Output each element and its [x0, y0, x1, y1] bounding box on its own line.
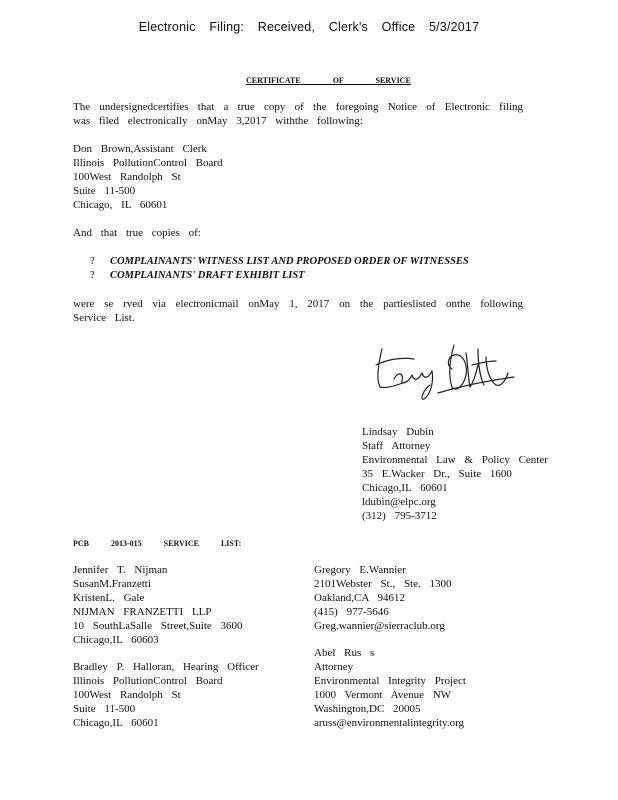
service-line: Bradley P. Halloran, Hearing Officer: [73, 661, 259, 673]
service-line: Abel Rus s: [314, 647, 375, 659]
service-line: Oakland,CA 94612: [314, 592, 405, 604]
service-line: Chicago,IL 60603: [73, 634, 159, 646]
service-entry: [314, 563, 452, 633]
service-entry: [314, 646, 466, 730]
signer-line: Environmental Law & Policy Center: [362, 454, 548, 466]
service-line: 10 SouthLaSalle Street,Suite 3600: [73, 620, 243, 632]
filing-header: Electronic Filing: Received, Clerk's Office 5/3/2017: [138, 20, 480, 34]
service-line: Gregory E.Wannier: [314, 564, 406, 576]
copies-intro: And that true copies of:: [73, 227, 201, 239]
signer-line: 35 E.Wacker Dr., Suite 1600: [362, 468, 512, 480]
recipient-line: Chicago, IL 60601: [73, 199, 168, 211]
service-line: 2101Webster St., Ste. 1300: [314, 578, 452, 590]
served-paragraph: were se rved via electronicmail onMay 1, 2017 on the partieslisted onthe following Service List.: [73, 298, 523, 324]
service-line: Jennifer T. Nijman: [73, 564, 168, 576]
service-line: Environmental Integrity Project: [314, 675, 466, 687]
service-line: 1000 Vermont Avenue NW: [314, 689, 452, 701]
document-item: [90, 255, 469, 269]
recipient-line: Suite 11-500: [73, 185, 136, 197]
service-email: aruss@environmentalintegrity.org: [314, 717, 465, 729]
service-list-heading: PCB 2013-015 SERVICE LIST:: [73, 539, 242, 548]
document-title: COMPLAINANTS' DRAFT EXHIBIT LIST: [110, 270, 305, 281]
service-line: (415) 977-5646: [314, 606, 389, 618]
signer-email: ldubin@elpc.org: [362, 496, 436, 508]
service-email: Greg.wannier@sierraclub.org: [314, 620, 445, 632]
service-line: Illinois PollutionControl Board: [73, 675, 223, 687]
signer-line: Chicago,IL 60601: [362, 482, 448, 494]
intro-paragraph: The undersignedcertifies that a true copy of the foregoing Notice of Electronic filing was filed electronically onMay 3,2017 withthe following:: [73, 101, 523, 127]
signer-block: [362, 425, 548, 523]
recipient-address: [73, 142, 223, 212]
service-line: 100West Randolph St: [73, 689, 181, 701]
service-line: SusanM.Franzetti: [73, 578, 151, 590]
service-line: Washington,DC 20005: [314, 703, 421, 715]
recipient-line: 100West Randolph St: [73, 171, 181, 183]
document-title: COMPLAINANTS' WITNESS LIST AND PROPOSED ORDER OF WITNESSES: [110, 256, 469, 267]
service-line: Chicago,IL 60601: [73, 717, 159, 729]
certificate-title: CERTIFICATE OF SERVICE: [246, 76, 411, 85]
recipient-line: Illinois PollutionControl Board: [73, 157, 223, 169]
service-line: KristenL. Gale: [73, 592, 145, 604]
service-line: Suite 11-500: [73, 703, 136, 715]
signer-line: Lindsay Dubin: [362, 426, 434, 438]
service-line: Attorney: [314, 661, 354, 673]
service-entry: [73, 660, 259, 730]
signer-line: Staff Attorney: [362, 440, 431, 452]
service-line: NIJMAN FRANZETTI LLP: [73, 606, 212, 618]
recipient-line: Don Brown,Assistant Clerk: [73, 143, 207, 155]
bullet-marker: ?: [90, 270, 95, 281]
bullet-marker: ?: [90, 256, 95, 267]
service-entry: [73, 563, 243, 647]
document-item: [90, 269, 305, 283]
signer-phone: (312) 795-3712: [362, 510, 437, 522]
signature-image: [368, 335, 518, 405]
